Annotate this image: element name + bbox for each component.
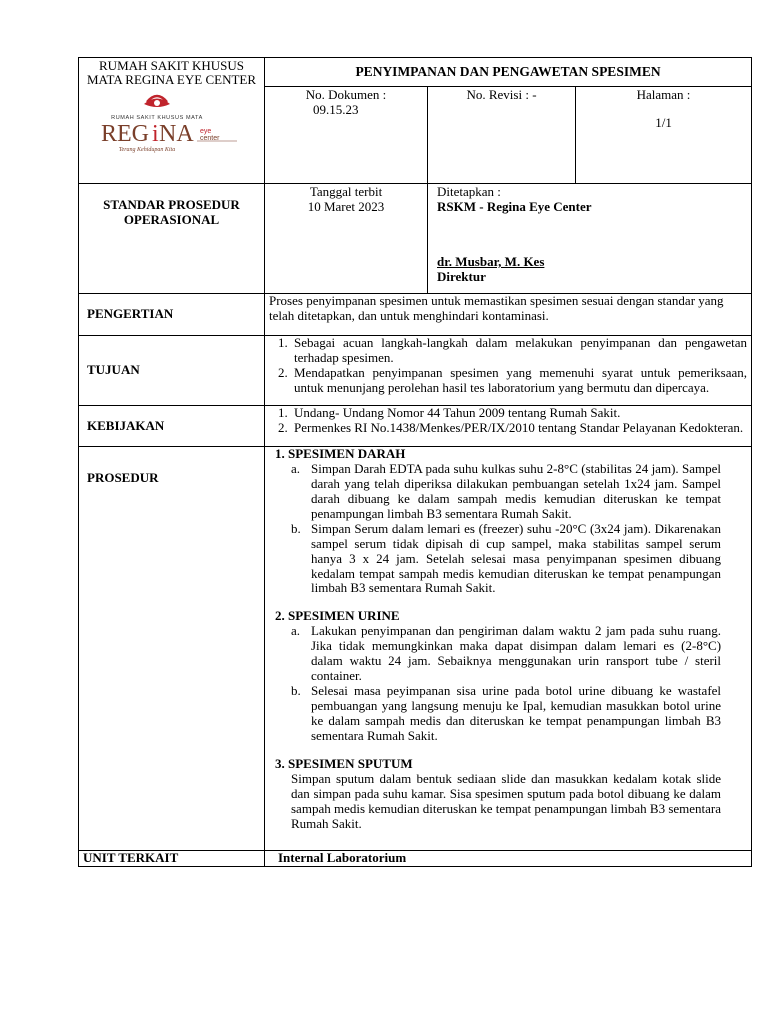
section-label-prosedur: PROSEDUR (79, 447, 265, 851)
item-text: Selesai masa peyimpanan sisa urine pada botol urine dibuang ke wastafel pembuangan yang langsung menuju ke Ipal, kemudian masukkan botol urine ke dalam sampah medis dan diteruskan ke tempat penampungan limbah B3 sementara Rumah Sakit. (311, 683, 722, 743)
page-label: Halaman : (636, 87, 691, 102)
hospital-name: RUMAH SAKIT KHUSUS MATA REGINA EYE CENTER (86, 58, 257, 88)
page-value: 1/1 (655, 114, 672, 130)
sputum-text: Simpan sputum dalam bentuk sediaan slide dan masukkan kedalam kotak slide dan simpan pada suhu kamar. Sisa spesimen sputum pada botol dibuang ke dalam sampah medis kemudian diteruskan ke tempat penampungan limbah B3 sementara Rumah Sakit. (291, 770, 722, 831)
list-item (291, 684, 721, 744)
list-item (291, 624, 721, 684)
item-letter: a. (291, 623, 301, 639)
list-item: 2. Mendapatkan penyimpanan spesimen yang memenuhi syarat untuk pemeriksaan, untuk menunjang perolehan hasil tes laboratorium yang bermutu dan dipercaya. (291, 366, 747, 396)
section-label-tujuan: TUJUAN (79, 336, 265, 406)
approval-label: Ditetapkan : (437, 184, 501, 199)
issue-date-value: 10 Maret 2023 (307, 198, 385, 214)
sop-title-line2: OPERASIONAL (123, 211, 220, 227)
document-number-value: 09.15.23 (313, 101, 359, 117)
section-body-tujuan (265, 336, 752, 406)
item-text: Simpan Serum dalam lemari es (freezer) suhu -20°C (3x24 jam). Dikarenakan sampel serum tidak dipisah di cup sampel, maka stabilitas sampel serum hanya 3 x 24 jam. Setelah selesai masa penyimpanan spesimen dibuang kedalam tempat sampah medis kemudian diteruskan ke tempat penampungan limbah B3 sementara Rumah Sakit. (311, 520, 722, 596)
revision-cell (428, 87, 576, 184)
signer-title: Direktur (437, 268, 486, 284)
regina-eye-center-logo (97, 92, 247, 156)
revision-label: No. Revisi : - (466, 87, 537, 102)
pengertian-text: Proses penyimpanan spesimen untuk memastikan spesimen sesuai dengan standar yang telah ditetapkan, dan untuk menghindari kontaminasi. (269, 293, 724, 323)
list-item (291, 462, 721, 522)
item-text: Lakukan penyimpanan dan pengiriman dalam waktu 2 jam pada suhu ruang. Jika tidak memungkinkan maka dapat disimpan dalam lemari es (2-8°C) dalam waktu 24 jam. Sebaiknya menggunakan urin ransport tube / steril container. (311, 623, 722, 684)
section-label-pengertian: PENGERTIAN (79, 294, 265, 336)
kebijakan-list (269, 406, 747, 436)
approval-institution: RSKM - Regina Eye Center (437, 198, 592, 214)
svg-text:center: center (199, 134, 219, 142)
svg-text:Terang Kehidupan Kita: Terang Kehidupan Kita (118, 146, 175, 153)
list-item: 1. Sebagai acuan langkah-langkah dalam melakukan penyimpanan dan pengawetan terhadap spesimen. (291, 336, 747, 366)
svg-text:NA: NA (158, 120, 194, 147)
document-number-label: No. Dokumen : (305, 87, 387, 102)
hospital-cell (79, 58, 265, 184)
list-item: 1. Undang- Undang Nomor 44 Tahun 2009 tentang Rumah Sakit. (291, 406, 747, 421)
issue-date-label: Tanggal terbit (309, 184, 383, 199)
section-label-unit: UNIT TERKAIT (79, 851, 265, 867)
section-body-kebijakan (265, 406, 752, 447)
issue-date-cell (265, 184, 428, 294)
section-body-pengertian (265, 294, 752, 336)
section-body-prosedur (265, 447, 752, 851)
svg-text:i: i (151, 120, 159, 147)
sop-title-line1: STANDAR PROSEDUR (103, 197, 240, 212)
item-text: Simpan Darah EDTA pada suhu kulkas suhu 2-8°C (stabilitas 24 jam). Sampel darah yang telah diperiksa dilakukan pembuangan setelah 1x24 jam. Sampel darah dibuang ke dalam sampah medis kemudian diteruskan ke tempat penampungan limbah B3 sementara Rumah Sakit. (311, 460, 722, 521)
spesimen-sputum-heading: 3. SPESIMEN SPUTUM (275, 755, 413, 771)
list-item: 2. Permenkes RI No.1438/Menkes/PER/IX/2010 tentang Standar Pelayanan Kedokteran. (291, 421, 747, 436)
svg-text:REG: REG (100, 120, 149, 147)
item-letter: a. (291, 460, 301, 476)
svg-text:eye: eye (199, 127, 211, 135)
item-letter: b. (291, 683, 301, 699)
item-letter: b. (291, 520, 301, 536)
sop-document-table (78, 57, 752, 867)
spesimen-darah-heading: 1. SPESIMEN DARAH (275, 446, 406, 461)
unit-value: Internal Laboratorium (265, 851, 752, 867)
spesimen-urine-heading: 2. SPESIMEN URINE (275, 608, 400, 624)
svg-text:RUMAH SAKIT KHUSUS MATA: RUMAH SAKIT KHUSUS MATA (110, 114, 203, 121)
sop-title-cell (79, 184, 265, 294)
section-label-kebijakan: KEBIJAKAN (79, 406, 265, 447)
document-title: PENYIMPANAN DAN PENGAWETAN SPESIMEN (265, 58, 752, 87)
tujuan-list (269, 336, 747, 396)
page-cell (576, 87, 752, 184)
signer-name: dr. Musbar, M. Kes (437, 253, 545, 269)
document-number-cell (265, 87, 428, 184)
list-item (291, 522, 721, 597)
approval-cell (428, 184, 752, 294)
